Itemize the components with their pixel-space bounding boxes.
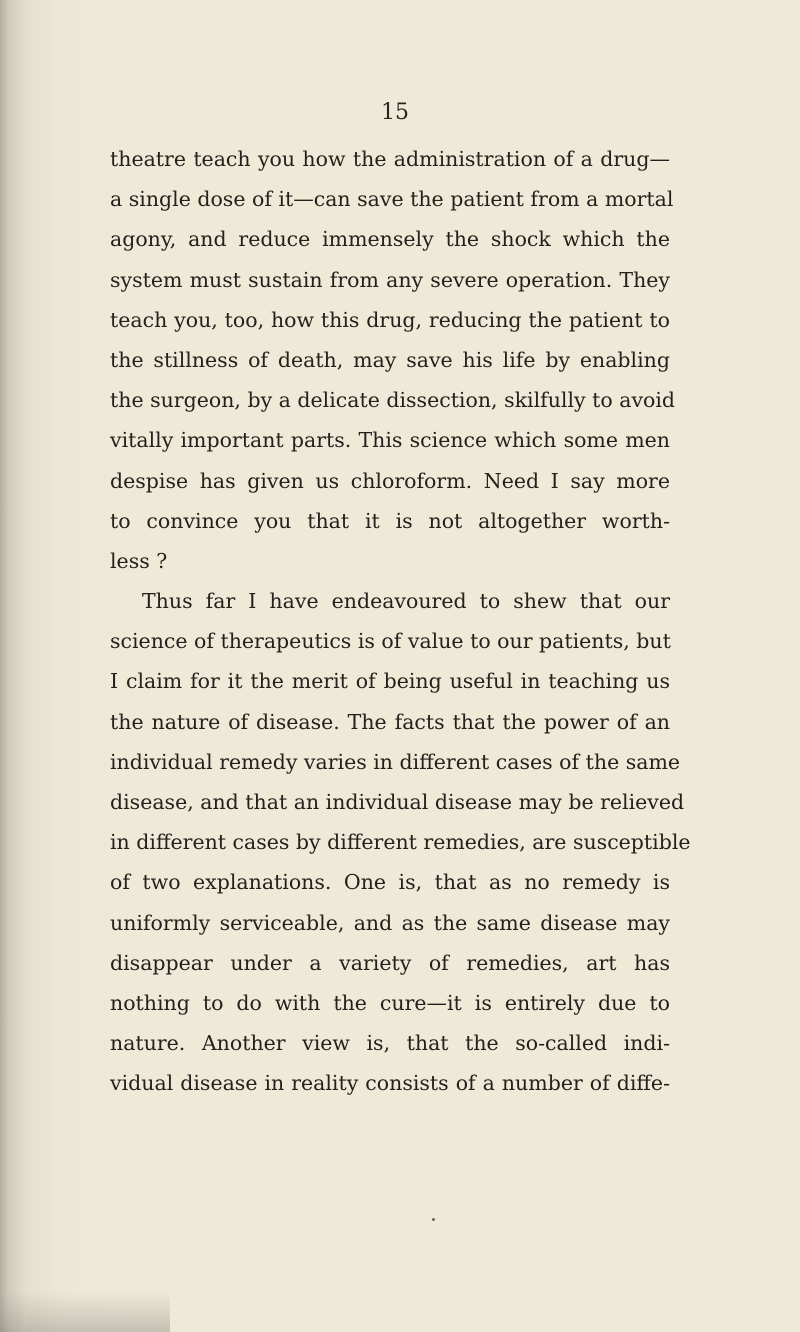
- text-line: individual remedy varies in different cases of the same: [110, 749, 681, 774]
- body-text: [110, 139, 691, 1104]
- text-line: system must sustain from any severe operation. They: [110, 267, 670, 292]
- text-line: despise has given us chloroform. Need I say more: [110, 468, 670, 493]
- text-line: science of therapeutics is of value to our patients, but: [110, 629, 671, 654]
- page-number: 15: [381, 100, 409, 125]
- text-line: a single dose of it—can save the patient from a mortal: [110, 187, 674, 212]
- ink-speck: [432, 1218, 435, 1221]
- text-line: teach you, too, how this drug, reducing the patient to: [110, 307, 670, 332]
- text-line: vidual disease in reality consists of a number of diffe-: [110, 1071, 670, 1096]
- text-line: Thus far I have endeavoured to shew that our: [142, 589, 670, 614]
- text-line: agony, and reduce immensely the shock which the: [110, 227, 670, 252]
- text-line: nature. Another view is, that the so-called indi-: [110, 1031, 670, 1056]
- text-line: the nature of disease. The facts that the power of an: [110, 709, 670, 734]
- page-shadow: [0, 1292, 170, 1332]
- text-line: to convince you that it is not altogether worth-: [110, 508, 670, 533]
- text-line: the stillness of death, may save his life by enabling: [110, 347, 670, 372]
- text-line: the surgeon, by a delicate dissection, skilfully to avoid: [110, 388, 676, 413]
- text-line: theatre teach you how the administration of a drug—: [110, 147, 670, 171]
- text-line: of two explanations. One is, that as no remedy is: [110, 870, 670, 895]
- text-line: in different cases by different remedies, are susceptible: [110, 830, 691, 855]
- text-line: disease, and that an individual disease may be relieved: [110, 790, 685, 814]
- text-line: disappear under a variety of remedies, art has: [110, 950, 670, 975]
- text-line: uniformly serviceable, and as the same disease may: [110, 910, 670, 935]
- text-line: nothing to do with the cure—it is entirely due to: [110, 990, 670, 1015]
- text-line: I claim for it the merit of being useful in teaching us: [110, 669, 670, 694]
- paragraph-1: [110, 139, 676, 581]
- text-line: vitally important parts. This science which some men: [110, 428, 670, 453]
- paragraph-2: [110, 581, 691, 1103]
- text-line: less ?: [110, 548, 168, 573]
